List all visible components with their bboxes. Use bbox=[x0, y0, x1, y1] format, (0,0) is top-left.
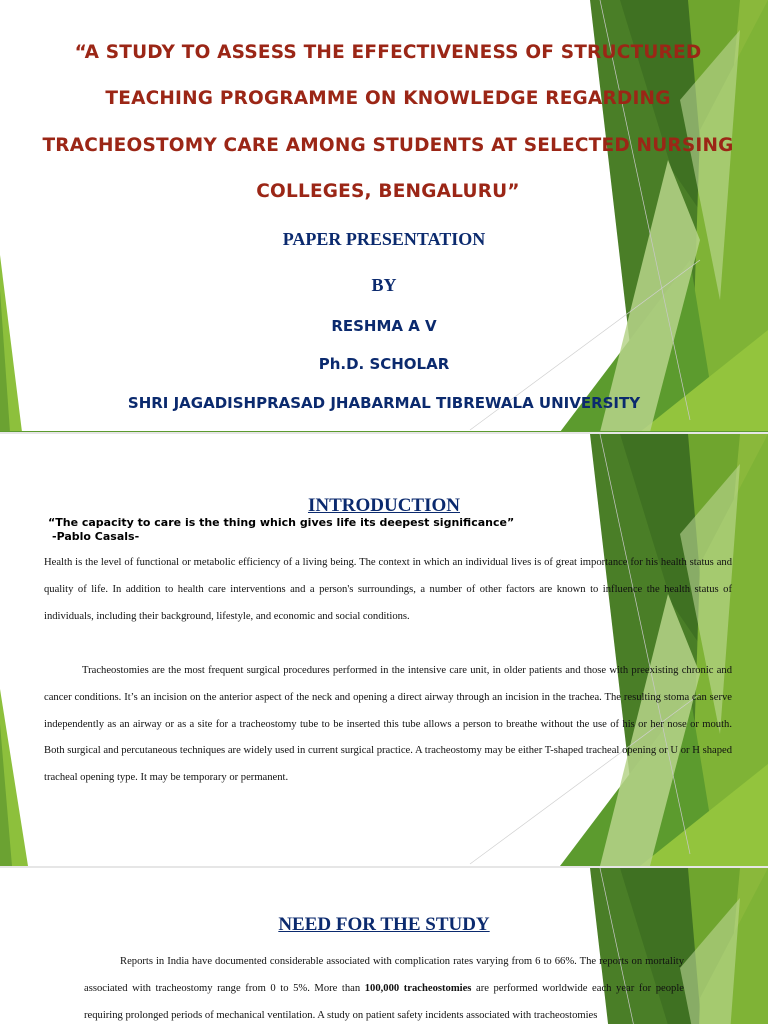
need-text-part: are performed worldwide each year for people requiring prolonged periods of mechanical ventilation. A study on patient safety incidents associated with tracheostomies bbox=[84, 983, 684, 1021]
author-name: RESHMA A V bbox=[331, 317, 437, 335]
slide-heading: NEED FOR THE STUDY bbox=[278, 914, 490, 935]
title-slide bbox=[0, 0, 768, 432]
university-name: SHRI JAGADISHPRASAD JHABARMAL TIBREWALA UNIVERSITY bbox=[127, 394, 641, 412]
author-degree: Ph.D. SCHOLAR bbox=[318, 355, 450, 373]
need-paragraph bbox=[84, 948, 684, 1024]
presentation-title bbox=[20, 30, 756, 215]
intro-paragraph: Tracheostomies are the most frequent surgical procedures performed in the intensive care unit, in older patients and those with preexisting chronic and cancer conditions. It’s an incision on the anterior aspect of the neck and opening a direct airway through an incision in the trachea. The resulting stoma can serve independently as an airway or as a site for a tracheostomy tube to be inserted this tube allows a person to breathe without the use of his or her nose or mouth. Both surgical and percutaneous techniques are widely used in current surgical practice. A tracheostomy may be either T-shaped tracheal opening or U or H shaped tracheal opening type. It may be temporary or permanent. bbox=[44, 665, 732, 784]
title-line: “A STUDY TO ASSESS THE EFFECTIVENESS OF STRUCTURED bbox=[74, 42, 702, 63]
subtitle: PAPER PRESENTATION bbox=[282, 229, 486, 249]
need-text-part: Reports in India have documented considerable associated with complication rates varying from 6 to 66%. The reports on mortality associated with tracheostomy range from 0 to 5%. More than bbox=[84, 956, 684, 994]
quote-author: -Pablo Casals- bbox=[52, 529, 140, 543]
title-line: COLLEGES, BENGALURU” bbox=[256, 180, 520, 202]
by-label: BY bbox=[371, 275, 397, 295]
need-for-study-slide bbox=[0, 868, 768, 1024]
need-text-bold: 100,000 tracheostomies bbox=[364, 983, 472, 994]
quote-text: “The capacity to care is the thing which gives life its deepest significance” bbox=[48, 516, 515, 529]
opening-quote bbox=[48, 516, 514, 543]
introduction-slide bbox=[0, 434, 768, 866]
intro-paragraph: Health is the level of functional or metabolic efficiency of a living being. The context in which an individual lives is of great importance for his health status and quality of life. In addition to health care interventions and a person's surroundings, a number of other factors are known to influence the health status of individuals, including their background, lifestyle, and economic and social conditions. bbox=[44, 557, 732, 622]
title-line: TRACHEOSTOMY CARE AMONG STUDENTS AT SELECTED NURSING bbox=[42, 134, 734, 156]
slide-heading: INTRODUCTION bbox=[307, 495, 461, 516]
title-line: TEACHING PROGRAMME ON KNOWLEDGE REGARDING bbox=[105, 88, 671, 110]
